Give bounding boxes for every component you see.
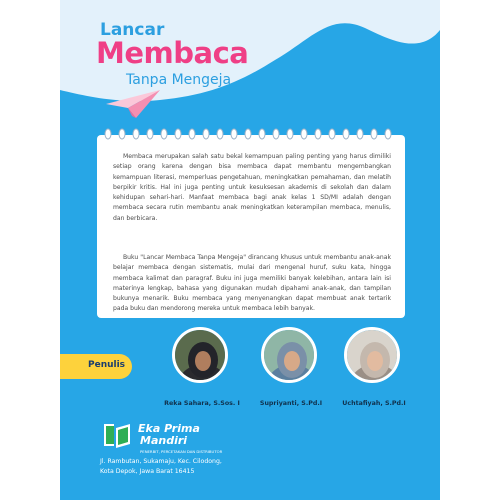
address-line-2: Kota Depok, Jawa Barat 16415 <box>100 468 195 475</box>
publisher-tagline: PENERBIT, PERCETAKAN DAN DISTRIBUTOR <box>140 449 223 454</box>
author-photo <box>172 327 228 383</box>
title-line-1: Lancar <box>100 20 165 40</box>
publisher-address <box>100 457 300 477</box>
authors-label-ribbon <box>60 354 132 379</box>
address-line-1: Jl. Rambutan, Sukamaju, Kec. Cilodong, <box>100 458 222 465</box>
author-name: Uchtafiyah, S.Pd.I <box>342 400 406 407</box>
book-logo-icon <box>100 418 134 452</box>
description-notepad <box>97 135 405 318</box>
publisher-name-line-1: Eka Prima <box>138 422 200 435</box>
author-name: Reka Sahara, S.Sos. I <box>164 400 240 407</box>
author-photo <box>344 327 400 383</box>
description-paragraph-1: Membaca merupakan salah satu bekal kemampuan paling penting yang harus dimiliki setiap orang karena dengan bisa membaca dapat membantu mengembangkan kemampuan literasi, memperluas pengetahuan, meningkatkan pemahaman, dan melatih berpikir kritis. Hal ini juga penting untuk kesuksesan akademis di sekolah dan dalam kehidupan sehari-hari. Manfaat membaca bagi anak kelas 1 SD/MI adalah dengan membaca secara rutin membantu anak meningkatkan keterampilan membaca, menulis, dan berbicara. <box>113 153 391 222</box>
description-paragraph-2: Buku "Lancar Membaca Tanpa Mengeja" dirancang khusus untuk membantu anak-anak belajar membaca dengan sistematis, mulai dari mengenal huruf, suku kata, hingga membaca kalimat dan paragraf. Buku ini juga memiliki banyak kelebihan, antara lain isi materinya lengkap, bahasa yang digunakan mudah dipahami anak-anak, dan tampilan bukunya menarik. Buku membaca yang menyenangkan dapat membuat anak tertarik pada buku dan mendorong mereka untuk membaca lebih banyak. <box>113 254 391 313</box>
title-line-2: Membaca <box>96 36 249 70</box>
title-line-3: Tanpa Mengeja <box>126 72 232 88</box>
publisher-name-line-2: Mandiri <box>140 434 188 447</box>
author-name: Supriyanti, S.Pd.I <box>259 400 323 407</box>
book-back-cover <box>60 0 440 500</box>
author-photo <box>261 327 317 383</box>
authors-label: Penulis <box>88 360 126 370</box>
notepad-rings <box>97 126 405 142</box>
paper-plane-icon <box>100 84 170 124</box>
